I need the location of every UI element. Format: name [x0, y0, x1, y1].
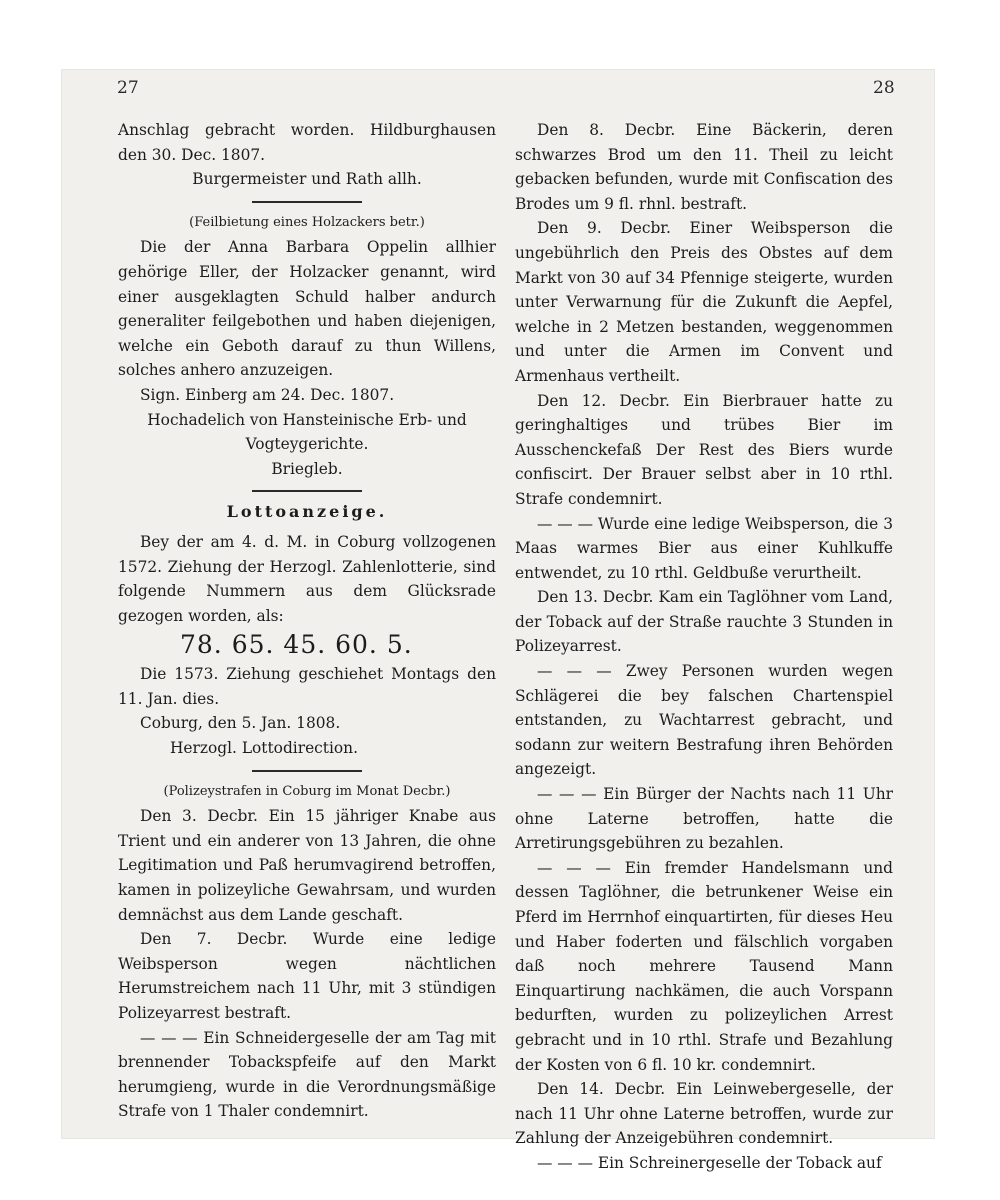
signature-burgermeister: Burgermeister und Rath allh.: [192, 170, 422, 189]
police-entry-dec7: Den 7. Decbr. Wurde eine ledige Weibsperson wegen nächtlichen Herumstreichem nach 11 Uhr, mit 3 stündigen Polizeyarrest bestraft.: [118, 930, 496, 1022]
police-entry-dec13: Den 13. Decbr. Kam ein Taglöhner vom Land, der Toback auf der Straße rauchte 3 Stunden in Polizeyarrest.: [515, 588, 893, 656]
police-entry-dec12: Den 12. Decbr. Ein Bierbrauer hatte zu geringhaltiges und trübes Bier im Ausschenckefaß Der Rest des Biers wurde confiscirt. Der Brauer selbst aber in 10 rthl. Strafe condemnirt.: [515, 391, 893, 508]
signature-vogteygerichte: Hochadelich von Hansteinische Erb- und Vogteygerichte.: [147, 410, 467, 454]
page-number-right: 28: [873, 78, 895, 98]
notice-holzacker-body: Die der Anna Barbara Oppelin allhier gehörige Eller, der Holzacker genannt, wird einer ausgeklagten Schuld halber andurch generaliter feilgebothen und haben diejenigen, welche ein Geboth darauf zu thun Willens, solches anhero anzuzeigen.: [118, 238, 496, 380]
police-penalties-heading: (Polizeystrafen in Coburg im Monat Decbr.): [163, 783, 451, 799]
police-entry-dec14: Den 14. Decbr. Ein Leinwebergeselle, der nach 11 Uhr ohne Laterne betroffen, wurde zur Zahlung der Anzeigebühren condemnirt.: [515, 1080, 893, 1148]
police-entry-dec8: Den 8. Decbr. Eine Bäckerin, deren schwarzes Brod um den 11. Theil zu leicht gebacken befunden, wurde mit Confiscation des Brodes um 9 fl. rhnl. bestraft.: [515, 121, 893, 213]
section-divider: [252, 770, 362, 772]
police-entry-dec3: Den 3. Decbr. Ein 15 jähriger Knabe aus Trient und ein anderer von 13 Jahren, die ohne Legitimation und Paß herumvagirend betroffen, kamen in polizeyliche Gewahrsam, und wurden demnächst aus dem Lande geschaft.: [118, 807, 496, 924]
notice-holzacker-date: Sign. Einberg am 24. Dec. 1807.: [140, 385, 395, 404]
police-entry-carpenter: — — — Ein Schreinergeselle der Toback auf: [537, 1153, 882, 1172]
lotto-winning-numbers: 78. 65. 45. 60. 5.: [180, 630, 413, 660]
police-entry-tailor: — — — Ein Schneidergeselle der am Tag mit brennender Tobackspfeife auf den Markt herumgieng, wurde in die Verordnungsmäßige Strafe von 1 Thaler condemnirt.: [118, 1028, 496, 1121]
closing-paragraph: Anschlag gebracht worden. Hildburghausen den 30. Dec. 1807.: [118, 121, 496, 164]
lotto-date: Coburg, den 5. Jan. 1808.: [140, 714, 341, 733]
right-column: [515, 118, 893, 1176]
section-divider: [252, 201, 362, 203]
signature-lottodirection: Herzogl. Lottodirection.: [170, 739, 358, 758]
lotto-announcement: Bey der am 4. d. M. in Coburg vollzogenen 1572. Ziehung der Herzogl. Zahlenlotterie, sind folgende Nummern aus dem Glücksrade gezogen worden, als:: [118, 532, 496, 625]
police-entry-beer-theft: — — — Wurde eine ledige Weibsperson, die 3 Maas warmes Bier aus einer Kuhlkuffe entwendet, zu 10 rthl. Geldbuße verurtheilt.: [515, 514, 893, 582]
police-entry-brawl: — — — Zwey Personen wurden wegen Schlägerei die bey falschen Chartenspiel entstanden, zu Wachtarrest gebracht, und sodann zur weitern Bestrafung ihren Behörden angezeigt.: [515, 662, 893, 779]
lotto-heading: Lottoanzeige.: [226, 502, 388, 522]
lotto-next-draw: Die 1573. Ziehung geschiehet Montags den 11. Jan. dies.: [118, 665, 496, 708]
police-entry-merchant: — — — Ein fremder Handelsmann und dessen Taglöhner, die betrunkener Weise ein Pferd im Herrnhof einquartirten, für dieses Heu und Haber foderten und fälschlich vorgaben daß noch mehrere Tausend Mann Einquartirung nachkämen, die auch Vorspann bedurften, wurden zu polizeylichen Arrest gebracht und in 10 rthl. Strafe und Bezahlung der Kosten von 6 fl. 10 kr. condemnirt.: [515, 858, 893, 1074]
police-entry-dec9: Den 9. Decbr. Einer Weibsperson die ungebührlich den Preis des Obstes auf dem Markt von 30 auf 34 Pfennige steigerte, wurden unter Verwarnung für die Zukunft die Aepfel, welche in 2 Metzen bestanden, weggenommen und unter die Armen im Convent und Armenhaus vertheilt.: [515, 219, 893, 385]
section-divider: [252, 490, 362, 492]
page-number-left: 27: [117, 78, 139, 98]
signature-briegleb: Briegleb.: [271, 459, 343, 478]
police-entry-lantern: — — — Ein Bürger der Nachts nach 11 Uhr ohne Laterne betroffen, hatte die Arretirungsgebühren zu bezahlen.: [515, 785, 893, 853]
notice-heading-holzacker: (Feilbietung eines Holzackers betr.): [189, 214, 425, 230]
left-column: [118, 118, 496, 1124]
